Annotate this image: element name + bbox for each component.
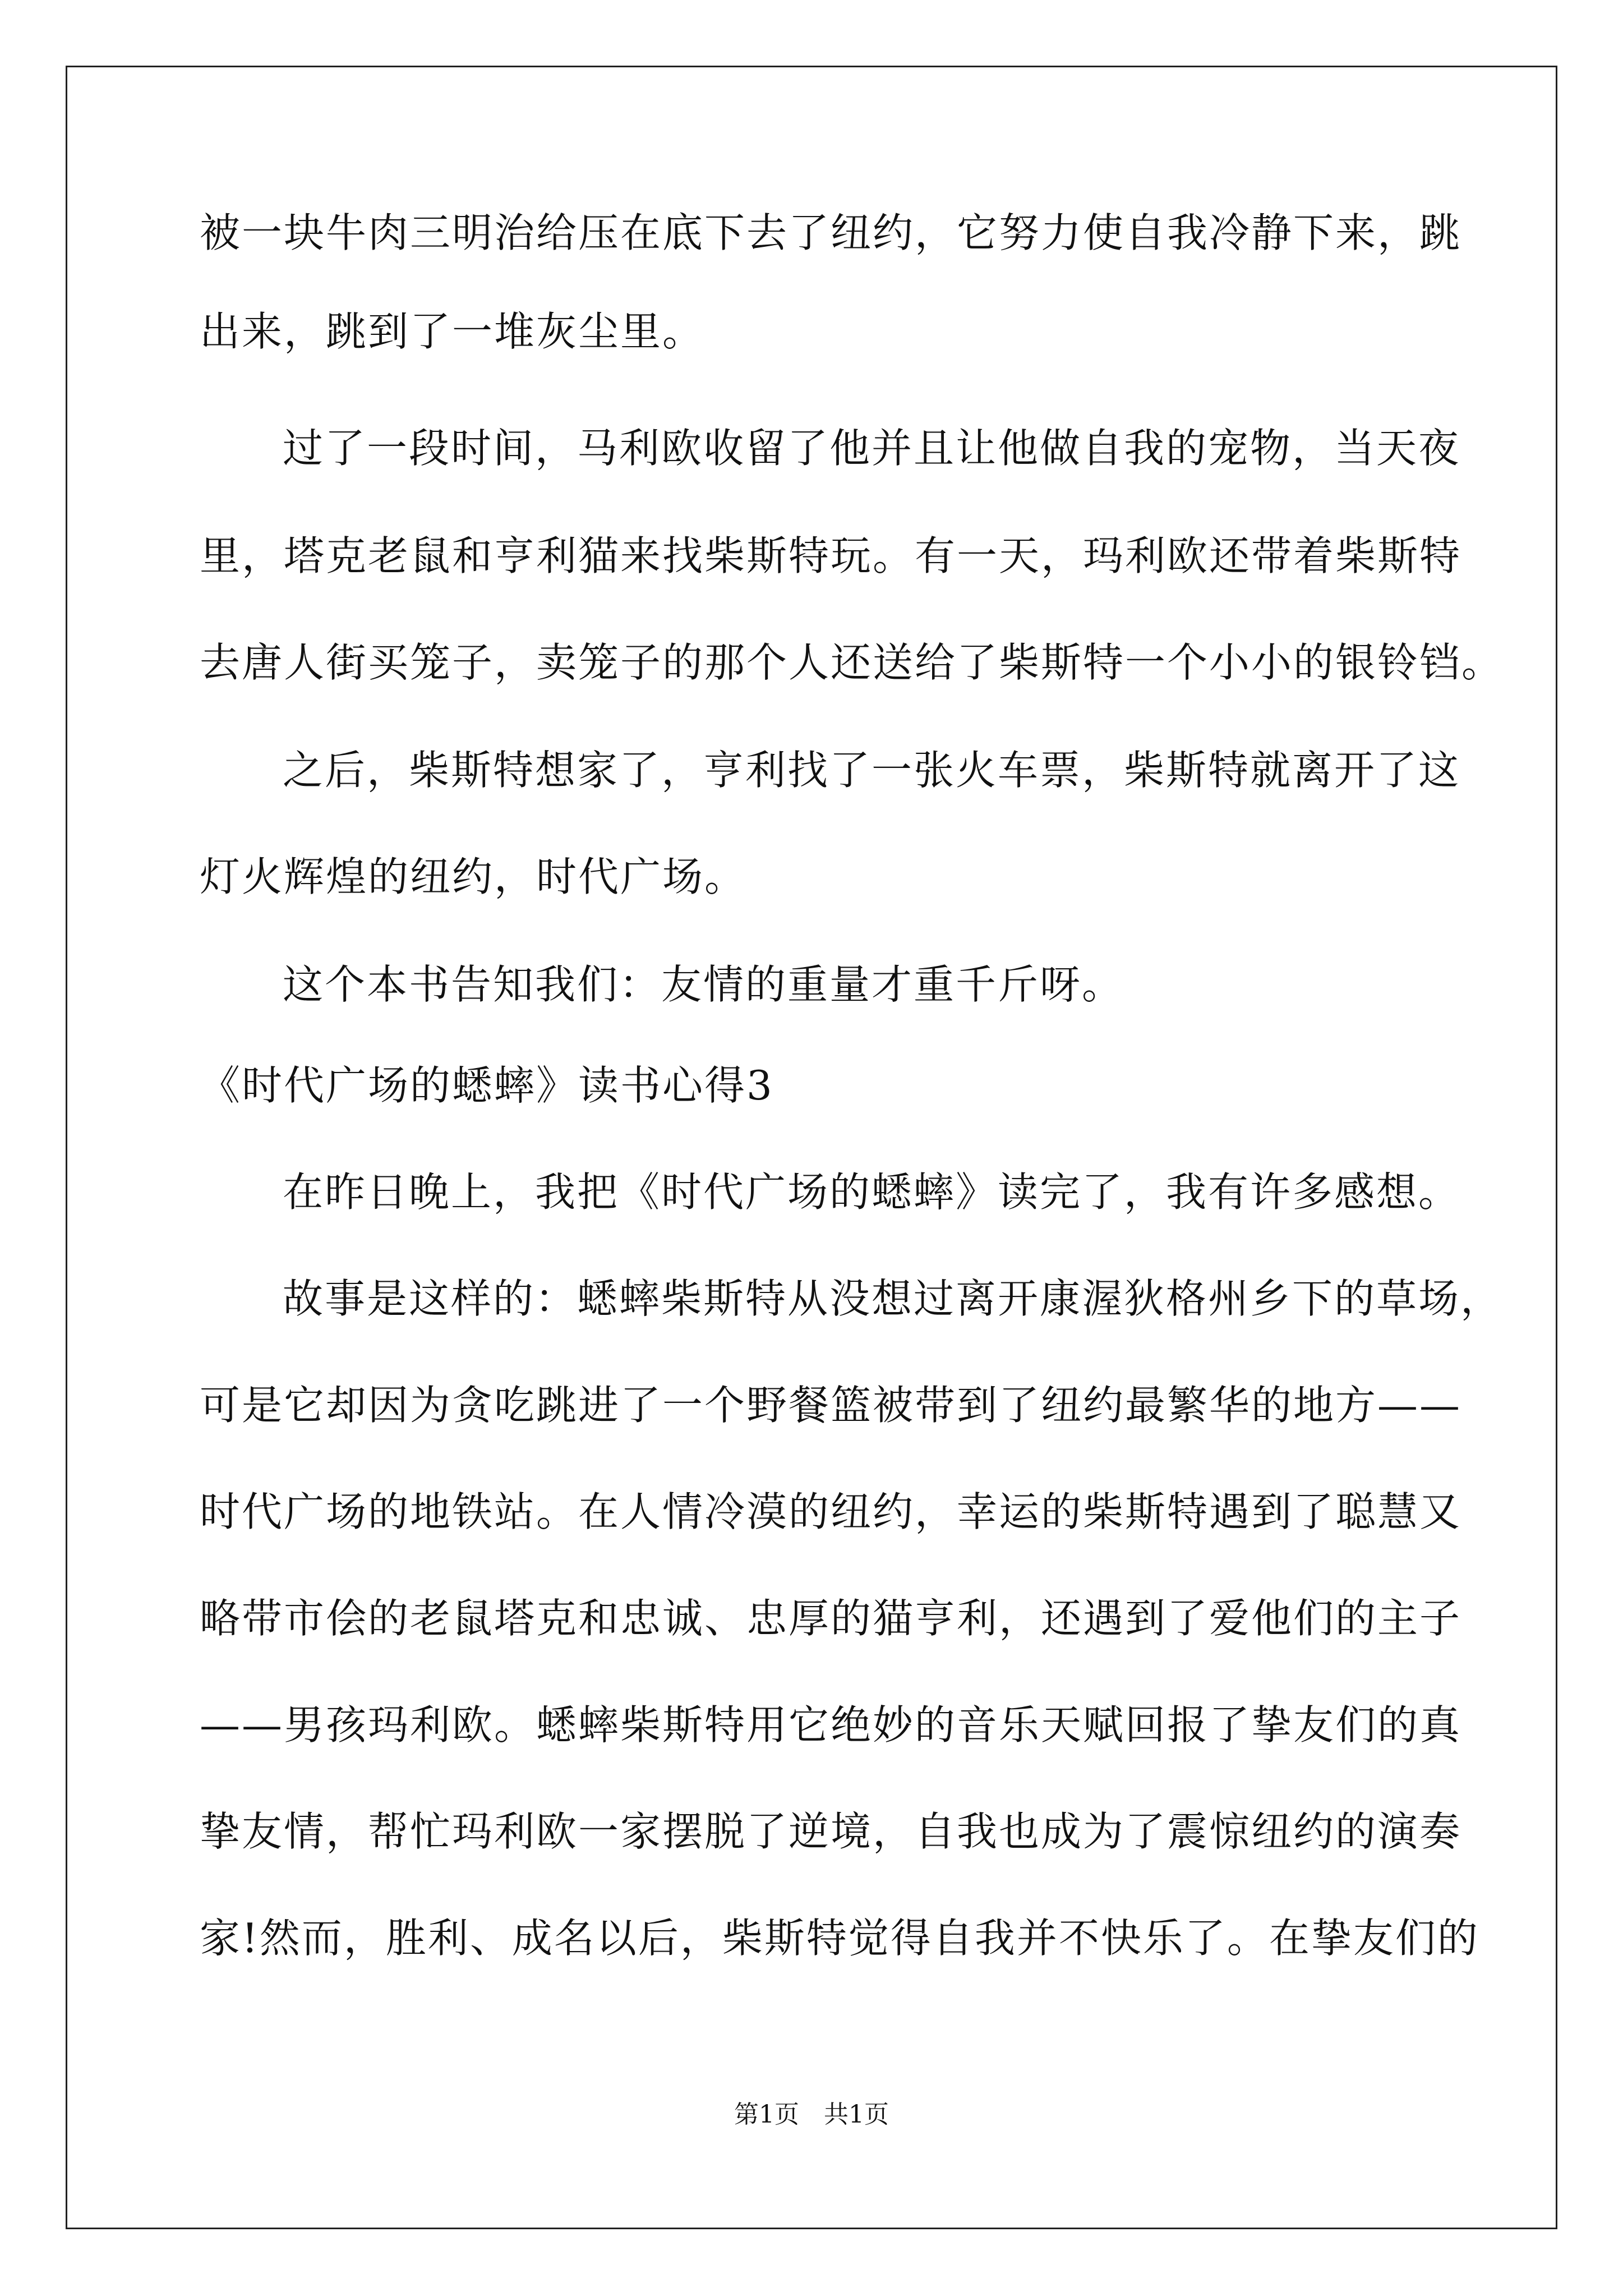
text-line: 这个本书告知我们：友情的重量才重千斤呀。 [283, 961, 1124, 1008]
text-line: 灯火辉煌的纽约，时代广场。 [200, 853, 747, 900]
text-line: 在昨日晚上，我把《时代广场的蟋蟀》读完了，我有许多感想。 [283, 1168, 1461, 1216]
text-line: 略带市侩的老鼠塔克和忠诚、忠厚的猫亨利，还遇到了爱他们的主子 [200, 1595, 1462, 1642]
text-line: 可是它却因为贪吃跳进了一个野餐篮被带到了纽约最繁华的地方—— [200, 1382, 1462, 1429]
text-line: 出来，跳到了一堆灰尘里。 [200, 308, 705, 355]
text-line: ——男孩玛利欧。蟋蟀柴斯特用它绝妙的音乐天赋回报了挚友们的真 [200, 1701, 1462, 1749]
text-line: 故事是这样的：蟋蟀柴斯特从没想过离开康渥狄格州乡下的草场， [283, 1275, 1503, 1322]
section-heading: 《时代广场的蟋蟀》读书心得3 [200, 1062, 774, 1109]
text-line: 之后，柴斯特想家了，亨利找了一张火车票，柴斯特就离开了这 [283, 747, 1461, 794]
page-border [66, 66, 1557, 2229]
text-line: 去唐人街买笼子，卖笼子的那个人还送给了柴斯特一个小小的银铃铛。 [200, 639, 1504, 686]
text-line: 里，塔克老鼠和亨利猫来找柴斯特玩。有一天，玛利欧还带着柴斯特 [200, 532, 1462, 579]
page-footer: 第1页 共1页 [734, 2100, 889, 2129]
text-line: 被一块牛肉三明治给压在底下去了纽约，它努力使自我冷静下来，跳 [200, 209, 1462, 256]
text-line: 家!然而，胜利、成名以后，柴斯特觉得自我并不快乐了。在挚友们的 [200, 1915, 1479, 1962]
text-line: 时代广场的地铁站。在人情冷漠的纽约，幸运的柴斯特遇到了聪慧又 [200, 1488, 1462, 1535]
text-line: 挚友情，帮忙玛利欧一家摆脱了逆境，自我也成为了震惊纽约的演奏 [200, 1808, 1462, 1855]
text-line: 过了一段时间，马利欧收留了他并且让他做自我的宠物，当天夜 [283, 425, 1461, 472]
